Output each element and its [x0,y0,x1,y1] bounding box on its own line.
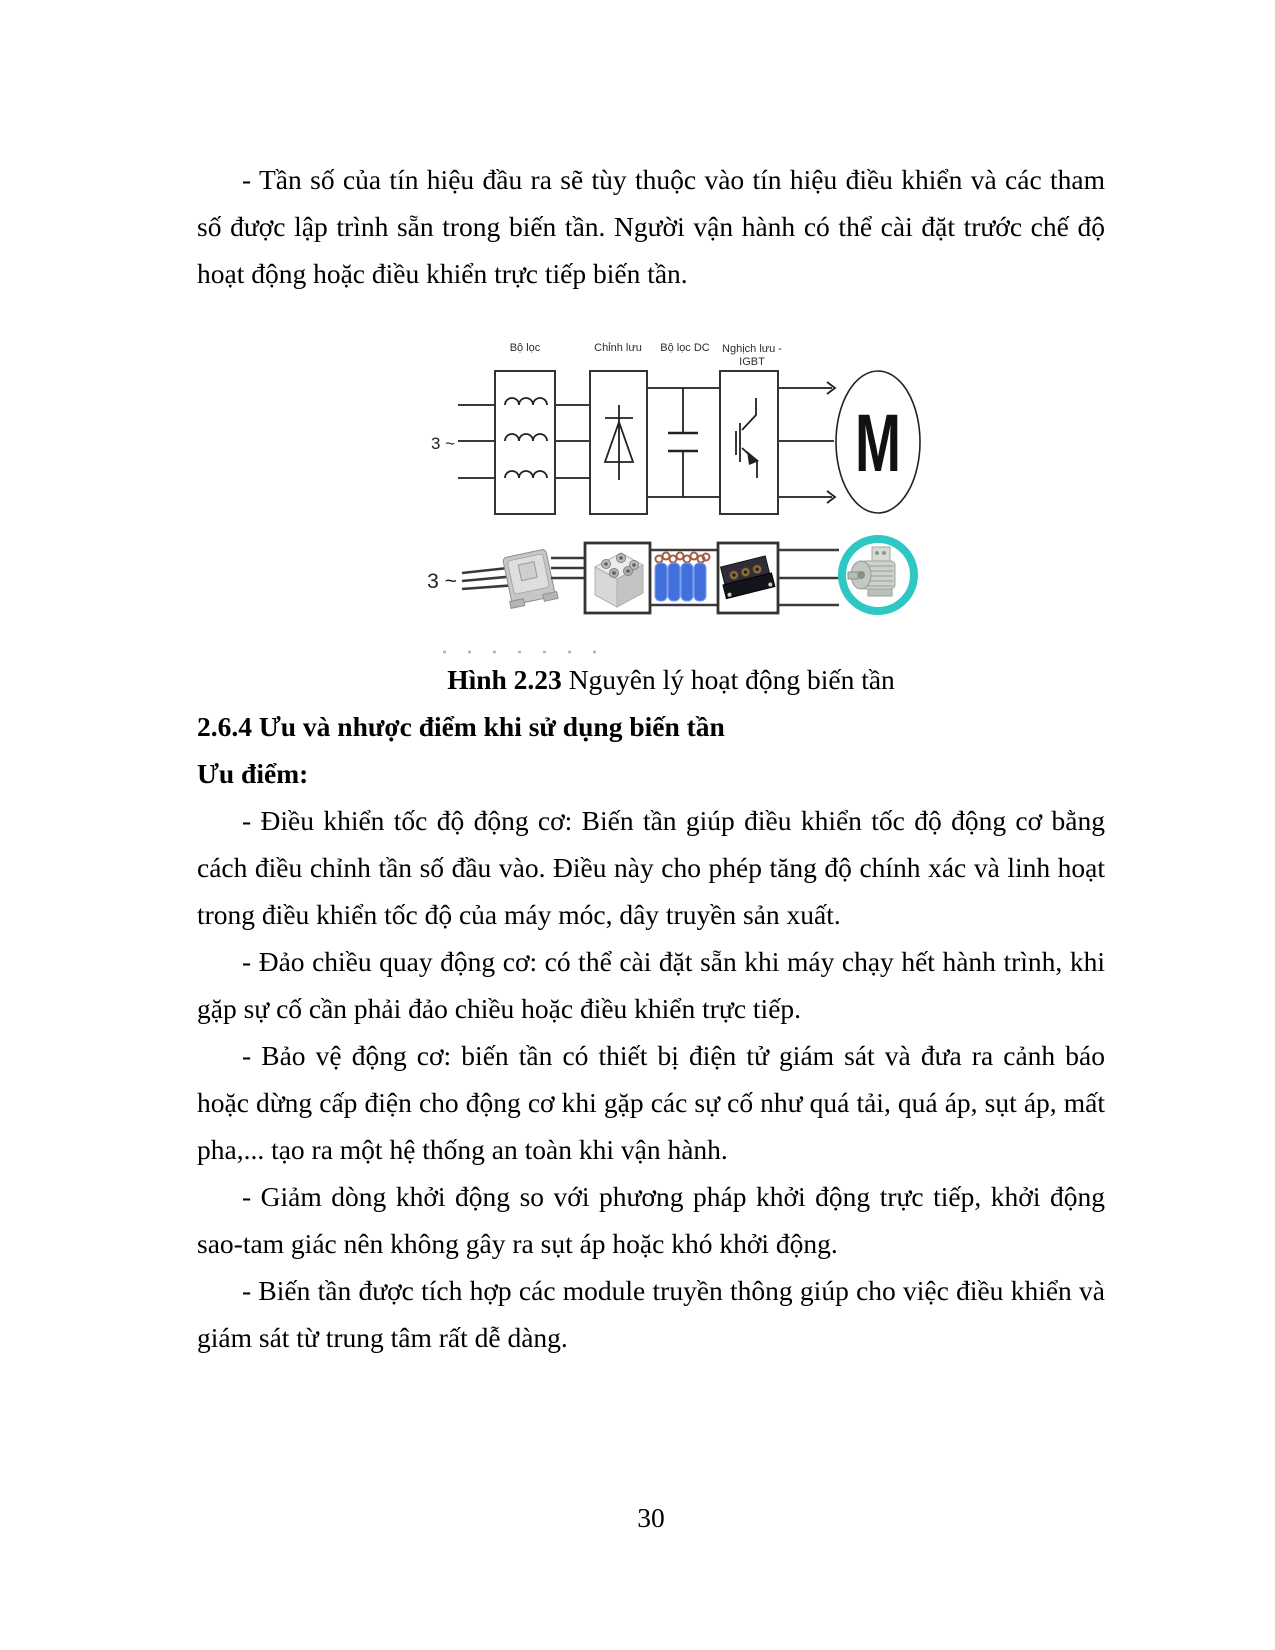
bullet-reverse-rotation: - Đảo chiều quay động cơ: có thể cài đặt sẵn khi máy chạy hết hành trình, khi gặp sự cố cần phải đảo chiều hoặc điều khiển trực tiếp. [197,946,1105,1024]
wires-filter-to-rectifier [551,558,585,578]
bullet-communication-modules: - Biến tần được tích hợp các module truyền thông giúp cho việc điều khiển và giám sát từ trung tâm rất dễ dàng. [197,1275,1105,1353]
capacitor-icon [668,388,698,497]
filter-box [495,371,555,514]
bullet-starting-current: - Giảm dòng khởi động so với phương pháp khởi động trực tiếp, khởi động sao-tam giác nên không gây ra sụt áp hoặc khó khởi động. [197,1181,1105,1259]
capacitor-bank-photo [655,553,710,602]
bullet-motor-protection: - Bảo vệ động cơ: biến tần có thiết bị điện tử giám sát và đưa ra cảnh báo hoặc dừng cấp điện cho động cơ khi gặp các sự cố như quá tải, quá áp, sụt áp, mất pha,... tạo ra một hệ thống an toàn khi vận hành. [197,1040,1105,1165]
advantages-subheading: Ưu điểm: [197,758,309,789]
filter-block-label: Bộ lọc [509,342,541,354]
figure-caption-number: Hình 2.23 [447,664,562,695]
dc-filter-block-label: Bộ lọc DC [660,342,710,354]
inverter-box [720,371,778,514]
capacitor-coils-icon [656,553,710,563]
bullet-speed-control: - Điều khiển tốc độ động cơ: Biến tần giúp điều khiển tốc độ động cơ bằng cách điều chỉnh tần số đầu vào. Điều này cho phép tăng độ chính xác và linh hoạt trong điều khiển tốc độ của máy móc, dây truyền sản xuất. [197,805,1105,930]
three-phase-input-label-top: 3 ~ [430,434,456,453]
motor-photo [842,539,914,611]
paragraph-frequency [197,156,1105,297]
figure-caption [197,656,1105,703]
three-phase-input-label-bottom: 3 ~ [427,570,457,593]
section-heading: 2.6.4 Ưu và nhược điểm khi sử dụng biến tần [197,711,725,742]
inverter-diagram [425,335,925,660]
output-wires-bottom [778,550,841,605]
figure-inverter-principle [425,335,925,660]
figure-caption-text: Nguyên lý hoạt động biến tần [561,664,895,695]
paragraph-text: - Tần số của tín hiệu đầu ra sẽ tùy thuộc vào tín hiệu điều khiển và các tham số được lập trình sẵn trong biến tần. Người vận hành có thể cài đặt trước chế độ hoạt động hoặc điều khiển trực tiếp biến tần. [197,164,1105,289]
output-wires-top [778,382,835,503]
section-text [197,656,1105,1361]
rectifier-block-label: Chỉnh lưu [594,342,642,354]
inverter-block-label-line2: IGBT [739,356,765,368]
filter-module-photo [501,549,559,609]
inverter-block-label-line1: Nghịch lưu - [722,343,782,355]
motor-symbol-label: M [855,398,901,489]
page-number: 30 [637,1502,665,1533]
